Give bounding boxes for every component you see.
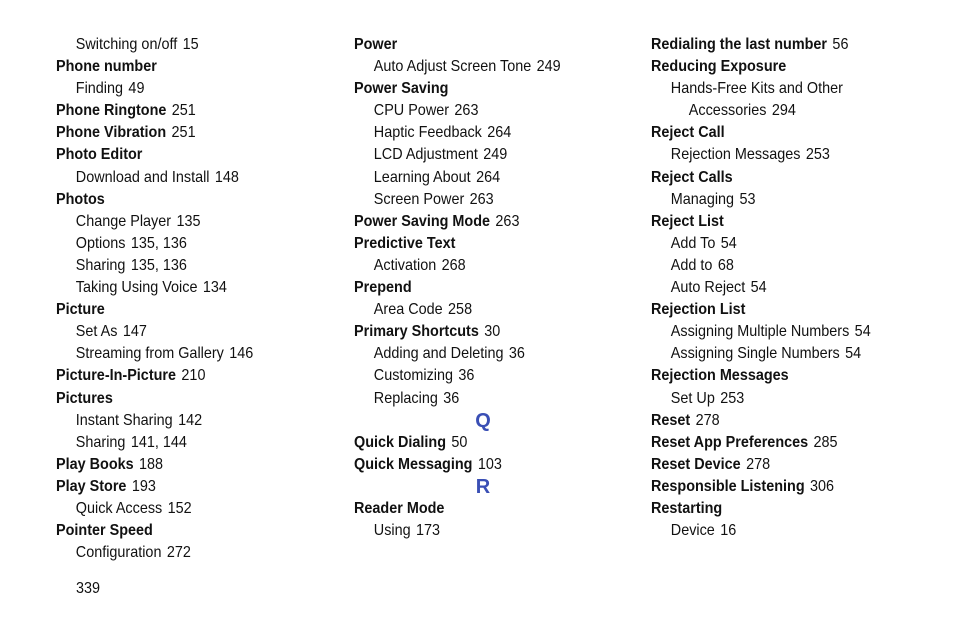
index-entry bbox=[354, 454, 615, 476]
entry-label: Hands-Free Kits and Other bbox=[670, 80, 843, 98]
entry-label: Auto Adjust Screen Tone bbox=[373, 58, 532, 76]
entry-pages: 152 bbox=[167, 499, 192, 517]
entry-pages: 193 bbox=[131, 477, 156, 495]
entry-label: Pointer Speed bbox=[56, 522, 153, 540]
entry-pages: 30 bbox=[484, 323, 501, 341]
page-number: 339 bbox=[76, 580, 101, 597]
index-entry bbox=[56, 56, 317, 78]
entry-pages: 249 bbox=[483, 146, 508, 164]
entry-pages: 16 bbox=[720, 522, 737, 540]
index-entry bbox=[354, 78, 615, 100]
index-entry bbox=[354, 321, 615, 343]
index-entry bbox=[651, 476, 912, 498]
entry-label: Redialing the last number bbox=[651, 36, 828, 53]
index-entry bbox=[354, 233, 615, 255]
entry-label: Finding bbox=[75, 80, 124, 98]
index-entry bbox=[56, 122, 317, 144]
entry-label: Power Saving bbox=[354, 80, 449, 98]
entry-label: Screen Power bbox=[373, 190, 465, 208]
index-subentry bbox=[354, 144, 615, 166]
entry-pages: 278 bbox=[746, 455, 771, 473]
entry-pages: 56 bbox=[832, 36, 849, 53]
index-subentry bbox=[651, 255, 912, 277]
entry-label: Phone Ringtone bbox=[56, 102, 167, 120]
entry-label: Sharing bbox=[75, 433, 126, 451]
entry-label: Play Store bbox=[56, 477, 127, 495]
index-subentry bbox=[56, 233, 317, 255]
index-subentry bbox=[56, 211, 317, 233]
entry-label: Sharing bbox=[75, 256, 126, 274]
entry-label: Rejection Messages bbox=[651, 367, 789, 385]
index-entry bbox=[651, 454, 912, 476]
index-subentry bbox=[354, 100, 615, 122]
index-subentry bbox=[651, 144, 912, 166]
entry-label: Phone Vibration bbox=[56, 124, 167, 142]
entry-label: Pictures bbox=[56, 389, 113, 407]
index-subentry bbox=[354, 122, 615, 144]
index-entry bbox=[56, 476, 317, 498]
entry-pages: 36 bbox=[443, 389, 460, 407]
index-entry bbox=[56, 144, 317, 166]
entry-label: Replacing bbox=[373, 389, 438, 407]
entry-pages: 135, 136 bbox=[130, 234, 187, 252]
entry-label: Taking Using Voice bbox=[75, 279, 198, 297]
entry-label: Accessories bbox=[688, 102, 767, 120]
index-subentry bbox=[651, 520, 912, 542]
index-entry bbox=[56, 454, 317, 476]
entry-pages: 264 bbox=[476, 168, 501, 186]
entry-label: Quick Messaging bbox=[354, 455, 473, 473]
entry-label: Learning About bbox=[373, 168, 471, 186]
index-subentry bbox=[56, 167, 317, 189]
entry-pages: 253 bbox=[805, 146, 830, 164]
index-entry bbox=[651, 34, 912, 56]
entry-pages: 263 bbox=[454, 102, 479, 120]
entry-pages: 263 bbox=[469, 190, 494, 208]
index-entry bbox=[354, 211, 615, 233]
index-subentry bbox=[56, 277, 317, 299]
entry-pages: 251 bbox=[171, 102, 196, 120]
entry-pages: 251 bbox=[171, 124, 196, 142]
index-entry bbox=[651, 299, 912, 321]
index-entry bbox=[56, 299, 317, 321]
index-subentry bbox=[354, 343, 615, 365]
entry-pages: 135, 136 bbox=[130, 256, 187, 274]
index-subentry bbox=[56, 255, 317, 277]
entry-label: LCD Adjustment bbox=[373, 146, 478, 164]
entry-label: Reset Device bbox=[651, 455, 741, 473]
entry-pages: 36 bbox=[458, 367, 475, 385]
index-subentry bbox=[354, 56, 615, 78]
entry-pages: 285 bbox=[813, 433, 838, 451]
index-subentry bbox=[56, 542, 317, 564]
entry-pages: 148 bbox=[214, 168, 239, 186]
index-entry bbox=[56, 189, 317, 211]
index-entry bbox=[56, 388, 317, 410]
index-subentry bbox=[651, 343, 912, 365]
entry-label: Streaming from Gallery bbox=[75, 345, 224, 363]
section-letter: R bbox=[475, 475, 491, 498]
index-entry bbox=[354, 34, 615, 56]
index-subentry bbox=[651, 277, 912, 299]
entry-label: Area Code bbox=[373, 301, 443, 319]
entry-pages: 103 bbox=[477, 455, 502, 473]
index-subentry bbox=[651, 321, 912, 343]
index-subentry bbox=[56, 34, 317, 56]
entry-label: Reject Calls bbox=[651, 168, 733, 186]
index-column-3 bbox=[651, 34, 941, 542]
entry-label: Activation bbox=[373, 256, 437, 274]
entry-label: Picture bbox=[56, 301, 105, 319]
entry-label: Reject List bbox=[651, 212, 724, 230]
index-entry bbox=[354, 432, 615, 454]
entry-pages: 141, 144 bbox=[130, 433, 187, 451]
entry-pages: 54 bbox=[845, 345, 862, 363]
entry-pages: 278 bbox=[695, 411, 720, 429]
index-entry bbox=[354, 498, 615, 520]
entry-pages: 54 bbox=[720, 234, 737, 252]
entry-pages: 258 bbox=[448, 301, 473, 319]
entry-pages: 249 bbox=[536, 58, 561, 76]
entry-label: Restarting bbox=[651, 499, 723, 517]
entry-label: Customizing bbox=[373, 367, 454, 385]
entry-label: Adding and Deleting bbox=[373, 345, 504, 363]
entry-label: Set Up bbox=[670, 389, 715, 407]
index-entry bbox=[354, 277, 615, 299]
entry-label: Add To bbox=[670, 234, 716, 252]
entry-label: Rejection List bbox=[651, 301, 746, 319]
index-subentry bbox=[651, 78, 912, 100]
index-subentry bbox=[354, 520, 615, 542]
section-letter: Q bbox=[475, 409, 491, 432]
index-column-2 bbox=[354, 34, 644, 542]
entry-pages: 210 bbox=[181, 367, 206, 385]
index-subentry bbox=[651, 189, 912, 211]
entry-pages: 264 bbox=[487, 124, 512, 142]
entry-label: Photos bbox=[56, 190, 105, 208]
entry-label: CPU Power bbox=[373, 102, 450, 120]
entry-pages: 263 bbox=[495, 212, 520, 230]
entry-pages: 53 bbox=[739, 190, 756, 208]
entry-label: Haptic Feedback bbox=[373, 124, 482, 142]
entry-label: Reset bbox=[651, 411, 691, 429]
entry-pages: 134 bbox=[202, 279, 227, 297]
index-entry bbox=[56, 100, 317, 122]
index-column-1 bbox=[56, 34, 346, 564]
entry-pages: 54 bbox=[854, 323, 871, 341]
entry-label: Using bbox=[373, 522, 411, 540]
entry-label: Reducing Exposure bbox=[651, 58, 787, 76]
entry-pages: 142 bbox=[178, 411, 203, 429]
entry-label: Assigning Multiple Numbers bbox=[670, 323, 850, 341]
index-subentry bbox=[56, 410, 317, 432]
entry-label: Prepend bbox=[354, 279, 412, 297]
entry-label: Switching on/off bbox=[75, 36, 178, 53]
entry-pages: 68 bbox=[717, 256, 734, 274]
entry-pages: 36 bbox=[508, 345, 525, 363]
entry-label: Assigning Single Numbers bbox=[670, 345, 840, 363]
entry-label: Rejection Messages bbox=[670, 146, 801, 164]
entry-pages: 306 bbox=[810, 477, 835, 495]
index-subentry bbox=[651, 233, 912, 255]
entry-pages: 268 bbox=[441, 256, 466, 274]
index-subentry bbox=[56, 498, 317, 520]
entry-pages: 49 bbox=[128, 80, 145, 98]
index-entry bbox=[651, 365, 912, 387]
entry-pages: 188 bbox=[139, 455, 164, 473]
entry-label: Configuration bbox=[75, 544, 162, 562]
entry-label: Quick Dialing bbox=[354, 433, 447, 451]
index-entry bbox=[651, 167, 912, 189]
entry-pages: 272 bbox=[166, 544, 191, 562]
entry-label: Auto Reject bbox=[670, 279, 746, 297]
entry-label: Options bbox=[75, 234, 126, 252]
entry-label: Quick Access bbox=[75, 499, 163, 517]
index-subentry bbox=[354, 189, 615, 211]
index-subentry bbox=[354, 365, 615, 387]
index-entry bbox=[56, 365, 317, 387]
index-subentry bbox=[56, 432, 317, 454]
index-entry bbox=[651, 56, 912, 78]
index-subentry bbox=[651, 388, 912, 410]
entry-label: Add to bbox=[670, 256, 713, 274]
entry-label: Responsible Listening bbox=[651, 477, 805, 495]
entry-pages: 50 bbox=[451, 433, 468, 451]
entry-label: Managing bbox=[670, 190, 735, 208]
entry-pages: 294 bbox=[771, 102, 796, 120]
entry-label: Change Player bbox=[75, 212, 172, 230]
entry-label: Instant Sharing bbox=[75, 411, 173, 429]
index-subentry bbox=[354, 167, 615, 189]
index-subentry bbox=[56, 321, 317, 343]
entry-label: Reader Mode bbox=[354, 499, 445, 517]
index-subentry bbox=[56, 343, 317, 365]
index-entry bbox=[651, 122, 912, 144]
index-entry bbox=[56, 520, 317, 542]
entry-pages: 135 bbox=[176, 212, 201, 230]
entry-label: Phone number bbox=[56, 58, 157, 76]
entry-label: Photo Editor bbox=[56, 146, 143, 164]
entry-label: Power Saving Mode bbox=[354, 212, 491, 230]
index-subentry bbox=[56, 78, 317, 100]
index-entry bbox=[651, 410, 912, 432]
index-subentry bbox=[354, 255, 615, 277]
entry-label: Download and Install bbox=[75, 168, 210, 186]
entry-pages: 253 bbox=[720, 389, 745, 407]
index-subentry bbox=[354, 299, 615, 321]
entry-pages: 147 bbox=[122, 323, 147, 341]
index-subentry bbox=[651, 100, 912, 122]
entry-pages: 15 bbox=[182, 36, 199, 53]
index-subentry bbox=[354, 388, 615, 410]
entry-label: Predictive Text bbox=[354, 234, 456, 252]
entry-pages: 54 bbox=[750, 279, 767, 297]
entry-label: Power bbox=[354, 36, 398, 53]
entry-label: Device bbox=[670, 522, 715, 540]
entry-pages: 173 bbox=[416, 522, 441, 540]
index-entry bbox=[651, 432, 912, 454]
entry-label: Play Books bbox=[56, 455, 134, 473]
entry-pages: 146 bbox=[229, 345, 254, 363]
entry-label: Reject Call bbox=[651, 124, 725, 142]
entry-label: Set As bbox=[75, 323, 118, 341]
entry-label: Reset App Preferences bbox=[651, 433, 809, 451]
entry-label: Primary Shortcuts bbox=[354, 323, 479, 341]
index-entry bbox=[651, 211, 912, 233]
index-entry bbox=[651, 498, 912, 520]
entry-label: Picture-In-Picture bbox=[56, 367, 177, 385]
